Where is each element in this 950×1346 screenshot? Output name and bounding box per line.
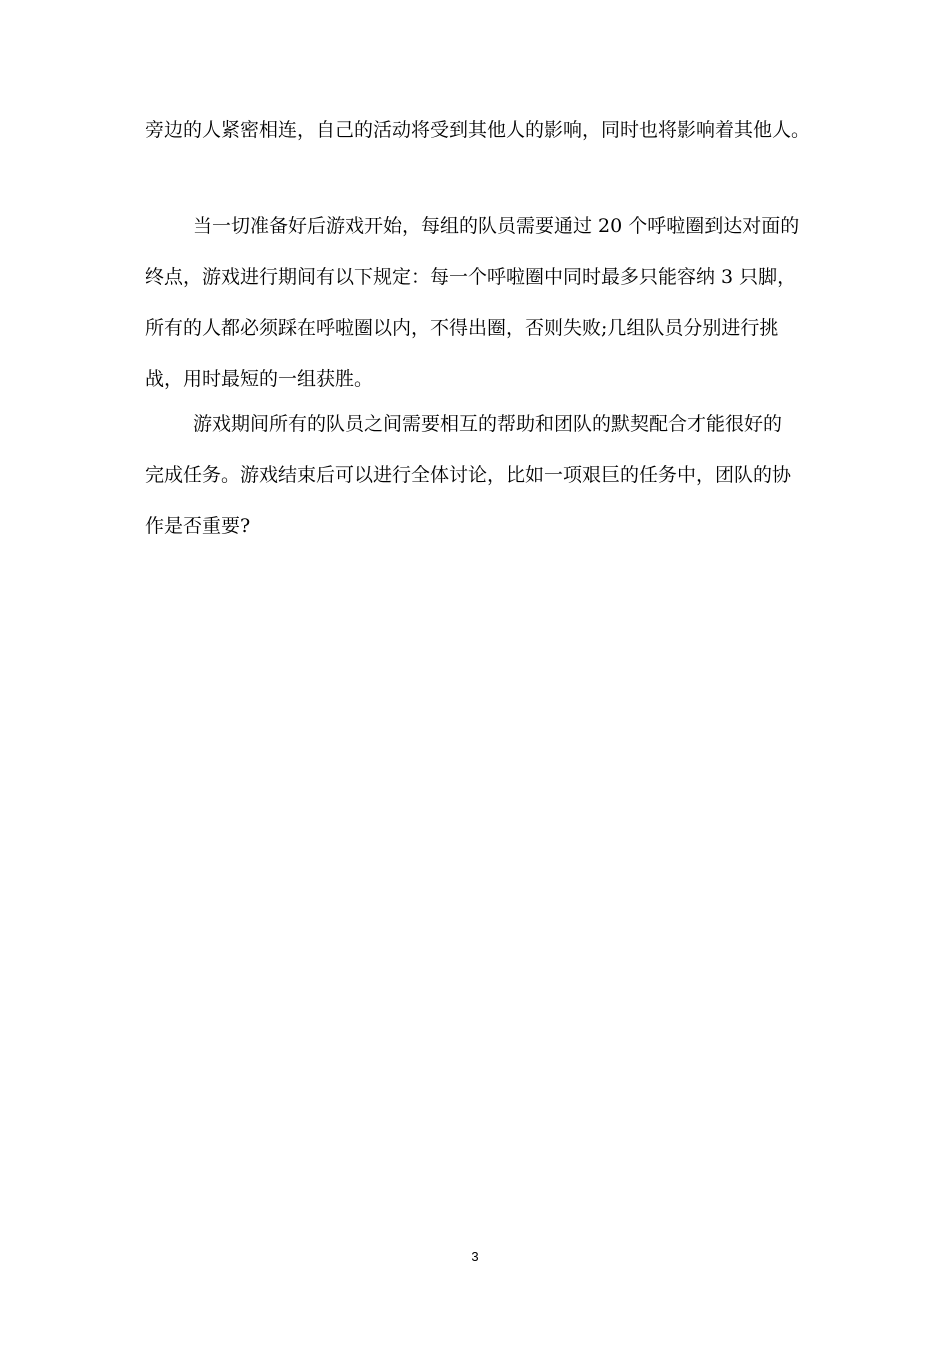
paragraph-2-line-2: 终点，游戏进行期间有以下规定：每一个呼啦圈中同时最多只能容纳 3 只脚， <box>145 266 797 288</box>
page-number: 3 <box>471 1249 479 1264</box>
paragraph-2-line-1: 当一切准备好后游戏开始，每组的队员需要通过 20 个呼啦圈到达对面的 <box>193 215 800 237</box>
paragraph-3-line-2: 完成任务。游戏结束后可以进行全体讨论，比如一项艰巨的任务中，团队的协 <box>145 464 792 486</box>
paragraph-2-line-4: 战，用时最短的一组获胜。 <box>145 368 374 390</box>
paragraph-2-line-3: 所有的人都必须踩在呼啦圈以内，不得出圈，否则失败;几组队员分别进行挑 <box>145 317 779 339</box>
paragraph-1-line-1: 旁边的人紧密相连，自己的活动将受到其他人的影响，同时也将影响着其他人。 <box>145 119 811 141</box>
paragraph-3-line-3: 作是否重要? <box>145 515 251 537</box>
paragraph-3-line-1: 游戏期间所有的队员之间需要相互的帮助和团队的默契配合才能很好的 <box>193 413 783 435</box>
